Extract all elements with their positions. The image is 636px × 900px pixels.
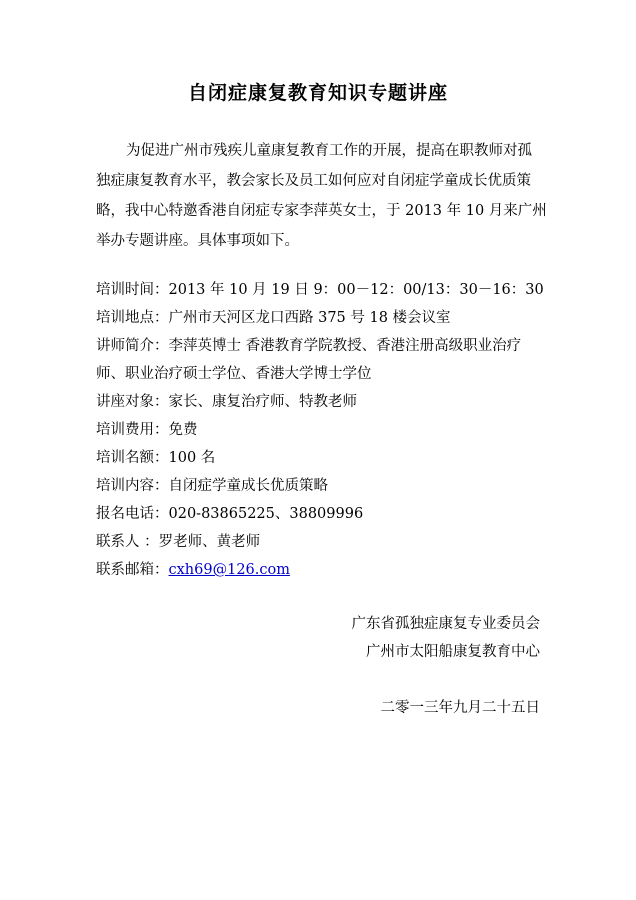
- detail-row-time: [96, 276, 548, 304]
- detail-label: 培训名额：: [96, 450, 169, 466]
- intro-paragraph: [96, 136, 548, 256]
- detail-label: 联系人 ：: [96, 534, 159, 550]
- detail-row-phone: [96, 500, 548, 528]
- detail-label: 联系邮箱：: [96, 562, 169, 578]
- detail-row-fee: [96, 416, 548, 444]
- detail-row-location: [96, 304, 548, 332]
- signature-org-1: 广东省孤独症康复专业委员会: [351, 616, 540, 632]
- detail-label: 讲师简介：: [96, 338, 169, 354]
- detail-row-email: [96, 556, 548, 584]
- signature-org-2: 广州市太阳船康复教育中心: [366, 644, 540, 660]
- detail-row-content: [96, 472, 548, 500]
- detail-row-contact: [96, 528, 548, 556]
- detail-label: 培训时间：: [96, 282, 169, 298]
- intro-line: 独症康复教育水平，教会家长及员工如何应对自闭症学童成长优质策: [96, 173, 531, 189]
- detail-value: 广州市天河区龙口西路 375 号 18 楼会议室: [168, 310, 451, 326]
- detail-value: 100 名: [168, 450, 216, 466]
- detail-value: 家长、康复治疗师、特教老师: [168, 394, 357, 410]
- detail-label: 培训地点：: [96, 310, 169, 326]
- detail-label: 培训内容：: [96, 478, 169, 494]
- detail-value: 罗老师、黄老师: [158, 534, 261, 550]
- detail-row-quota: [96, 444, 548, 472]
- details-list: [96, 276, 548, 584]
- detail-row-lecturer: [96, 332, 548, 388]
- detail-value: 免费: [168, 422, 198, 438]
- detail-label: 培训费用：: [96, 422, 169, 438]
- detail-row-audience: [96, 388, 548, 416]
- detail-value: 020-83865225、38809996: [168, 506, 364, 522]
- intro-line: 略，我中心特邀香港自闭症专家李萍英女士，于 2013 年 10 月来广州: [96, 203, 547, 219]
- email-link[interactable]: cxh69@126.com: [168, 562, 290, 578]
- signature-date: 二零一三年九月二十五日: [380, 700, 540, 716]
- detail-value: 李萍英博士 香港教育学院教授、香港注册高级职业治疗师、职业治疗硕士学位、香港大学博士学位: [96, 338, 522, 382]
- intro-line: 为促进广州市残疾儿童康复教育工作的开展，提高在职教师对孤: [126, 143, 532, 159]
- detail-value: 自闭症学童成长优质策略: [168, 478, 328, 494]
- detail-label: 报名电话：: [96, 506, 169, 522]
- detail-label: 讲座对象：: [96, 394, 169, 410]
- document-title: 自闭症康复教育知识专题讲座: [187, 82, 448, 104]
- intro-line: 举办专题讲座。具体事项如下。: [96, 233, 299, 249]
- detail-value: 2013 年 10 月 19 日 9：00－12：00/13：30－16：30: [168, 282, 544, 298]
